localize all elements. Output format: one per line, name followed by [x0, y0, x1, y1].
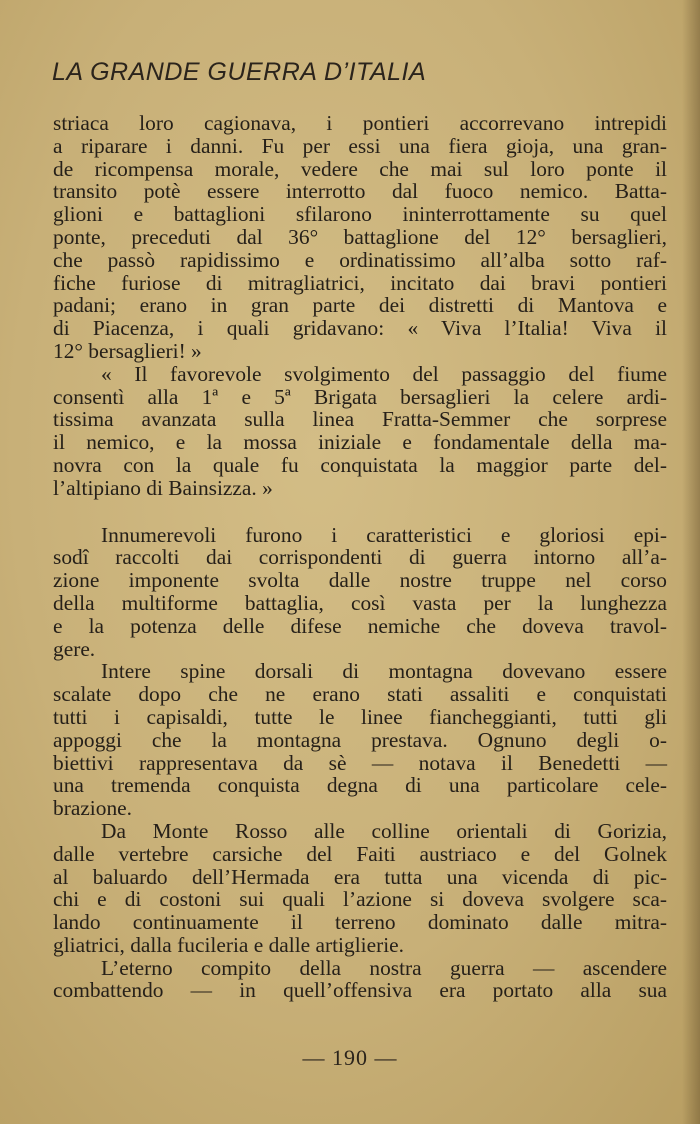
- text-line: L’eterno compito della nostra guerra — ascendere: [101, 955, 667, 980]
- paragraph: [53, 660, 667, 820]
- paragraph: [53, 957, 667, 1003]
- text-line: striaca loro cagionava, i pontieri accorrevano intrepidi: [53, 111, 667, 135]
- text-line: gliatrici, dalla fucileria e dalle artiglierie.: [53, 932, 404, 957]
- text-line: Innumerevoli furono i caratteristici e gloriosi epi-: [101, 522, 667, 547]
- section-gap: [53, 500, 667, 524]
- text-line: appoggi che la montagna prestava. Ognuno degli o-: [53, 727, 667, 752]
- text-line: brazione.: [53, 796, 132, 821]
- text-line: Intere spine dorsali di montagna dovevano essere: [101, 659, 667, 684]
- paragraph: [53, 820, 667, 957]
- text-line: transito potè essere interrotto dal fuoco nemico. Batta-: [53, 179, 667, 204]
- running-title: LA GRANDE GUERRA D’ITALIA: [52, 58, 427, 86]
- text-line: il nemico, e la mossa iniziale e fondamentale della ma-: [53, 430, 667, 455]
- text-line: fiche furiose di mitragliatrici, incitato dai bravi pontieri: [53, 270, 667, 295]
- text-line: de ricompensa morale, vedere che mai sul loro ponte il: [53, 156, 667, 181]
- text-line: ponte, preceduti dal 36° battaglione del 12° bersaglieri,: [53, 224, 667, 249]
- text-line: consentì alla 1ª e 5ª Brigata bersaglieri la celere ardi-: [53, 384, 667, 409]
- text-line: di Piacenza, i quali gridavano: « Viva l’Italia! Viva il: [53, 316, 667, 341]
- text-line: glioni e battaglioni sfilarono ininterrottamente su quel: [53, 202, 667, 227]
- text-line: l’altipiano di Bainsizza. »: [53, 475, 273, 500]
- paragraph: [53, 524, 667, 661]
- text-line: sodî raccolti dai corrispondenti di guerra intorno all’a-: [53, 545, 667, 570]
- page-number: — 190 —: [302, 1045, 398, 1070]
- text-line: biettivi rappresentava da sè — notava il Benedetti —: [53, 750, 667, 775]
- text-line: dalle vertebre carsiche del Faiti austriaco e del Golnek: [53, 841, 667, 866]
- paragraph: [53, 112, 667, 363]
- text-line: 12° bersaglieri! »: [53, 338, 202, 363]
- text-line: tissima avanzata sulla linea Fratta-Semmer che sorprese: [53, 407, 667, 432]
- text-line: zione imponente svolta dalle nostre truppe nel corso: [53, 568, 667, 593]
- text-line: Da Monte Rosso alle colline orientali di Gorizia,: [101, 818, 667, 843]
- text-line: scalate dopo che ne erano stati assaliti e conquistati: [53, 682, 667, 707]
- text-line: e la potenza delle difese nemiche che doveva travol-: [53, 613, 667, 638]
- text-line: a riparare i danni. Fu per essi una fiera gioja, una gran-: [53, 133, 667, 158]
- text-line: padani; erano in gran parte dei distretti di Mantova e: [53, 293, 667, 318]
- text-line: novra con la quale fu conquistata la maggior parte del-: [53, 452, 667, 477]
- text-line: che passò rapidissimo e ordinatissimo all’alba sotto raf-: [53, 247, 667, 272]
- text-line: tutti i capisaldi, tutte le linee fiancheggianti, tutti gli: [53, 704, 667, 729]
- text-line: chi e di costoni sui quali l’azione si doveva svolgere sca-: [53, 887, 667, 912]
- text-line: una tremenda conquista degna di una particolare cele-: [53, 773, 667, 798]
- page-edge-shadow: [682, 0, 700, 1124]
- paragraph: [53, 363, 667, 500]
- text-line: gere.: [53, 636, 96, 661]
- text-line: combattendo — in quell’offensiva era portato alla sua: [53, 978, 667, 1003]
- body-text: [53, 112, 667, 1002]
- text-line: della multiforme battaglia, così vasta per la lunghezza: [53, 590, 667, 615]
- text-line: al baluardo dell’Hermada era tutta una vicenda di pic-: [53, 864, 667, 889]
- text-line: « Il favorevole svolgimento del passaggio del fiume: [101, 361, 667, 386]
- text-line: lando continuamente il terreno dominato dalle mitra-: [53, 910, 667, 935]
